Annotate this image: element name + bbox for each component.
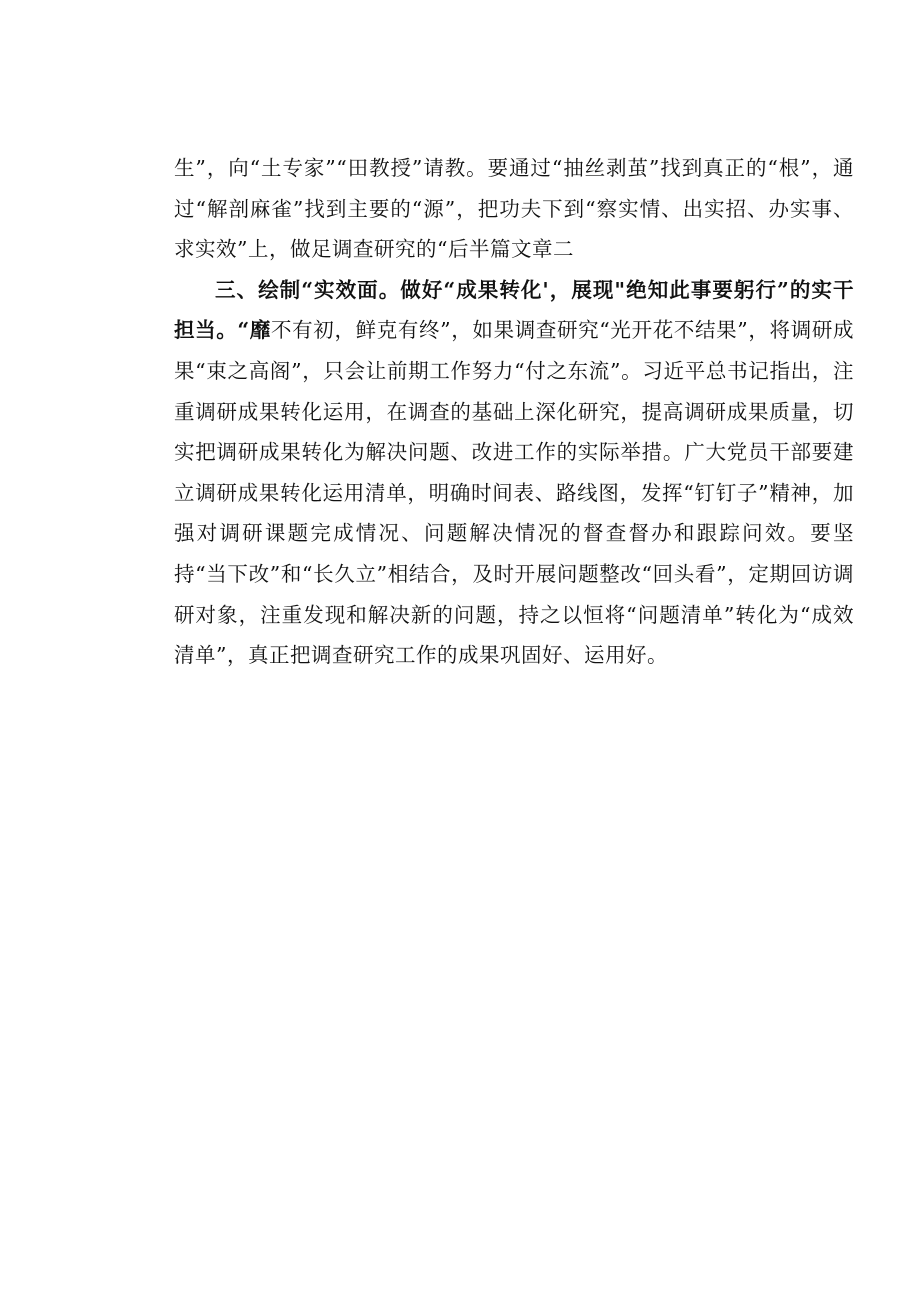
section-heading-3: 三、绘制“实效面。做好“成果转化'，展现"绝知此事要躬行”的实干担当。“靡 bbox=[174, 277, 854, 343]
document-body bbox=[174, 148, 854, 676]
paragraph-2 bbox=[174, 270, 854, 676]
paragraph-1: 生”，向“土专家”“田教授”请教。要通过“抽丝剥茧”找到真正的“根”，通过“解剖麻雀”找到主要的“源”，把功夫下到“察实情、出实招、办实事、求实效”上，做足调查研究的“后半篇文章二 bbox=[174, 156, 854, 262]
paragraph-2-body: 不有初，鲜克有终”，如果调查研究“光开花不结果”，将调研成果“束之高阁”，只会让前期工作努力“付之东流”。习近平总书记指出，注重调研成果转化运用，在调查的基础上深化研究，提高调研成果质量，切实把调研成果转化为解决问题、改进工作的实际举措。广大党员干部要建立调研成果转化运用清单，明确时间表、路线图，发挥“钉钉子”精神，加强对调研课题完成情况、问题解决情况的督查督办和跟踪问效。要坚持“当下改”和“长久立”相结合，及时开展问题整改“回头看”，定期回访调研对象，注重发现和解决新的问题，持之以恒将“问题清单”转化为“成效清单”，真正把调查研究工作的成果巩固好、运用好。 bbox=[174, 318, 854, 668]
